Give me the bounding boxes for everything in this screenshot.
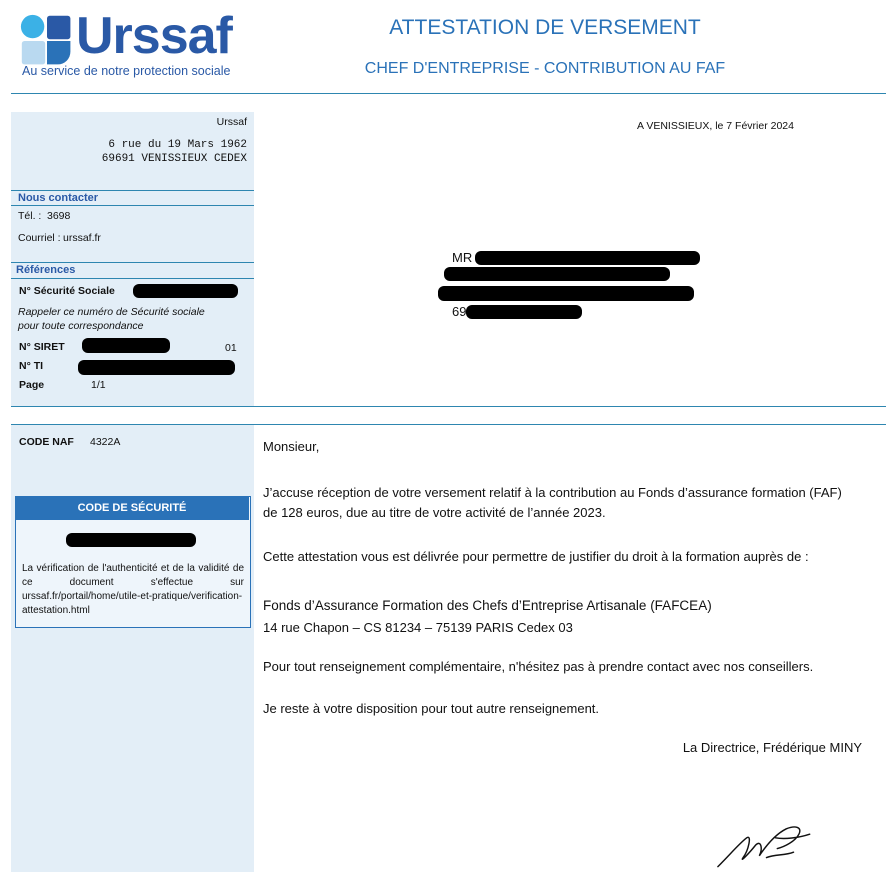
letter-para1-line1: J’accuse réception de votre versement relatif à la contribution au Fonds d’assurance formation (FAF) <box>263 485 842 500</box>
recipient-line3-redaction <box>438 286 694 301</box>
naf-label: CODE NAF <box>19 436 74 448</box>
letter-signoff: La Directrice, Frédérique MINY <box>682 740 862 755</box>
letter-para2: Cette attestation vous est délivrée pour permettre de justifier du droit à la formation auprès de : <box>263 549 809 564</box>
contact-phone: 3698 <box>47 210 71 222</box>
header-rule <box>11 93 886 94</box>
letter-para3: Pour tout renseignement complémentaire, n'hésitez pas à prendre contact avec nos conseillers. <box>263 659 814 674</box>
place-date: A VENISSIEUX, le 7 Février 2024 <box>637 120 794 132</box>
siret-redaction <box>82 338 170 353</box>
recipient-city-redaction <box>466 305 582 319</box>
sender-address-line2: 69691 VENISSIEUX CEDEX <box>101 153 247 165</box>
letter-greeting: Monsieur, <box>263 439 320 454</box>
naf-value: 4322A <box>90 436 121 448</box>
contact-rule-top <box>11 190 254 191</box>
ti-redaction <box>78 360 235 375</box>
left-column-panel <box>11 425 254 872</box>
ss-redaction <box>133 284 238 298</box>
security-code-redaction <box>66 533 196 547</box>
siret-label: N° SIRET <box>19 341 65 353</box>
security-code-heading: CODE DE SÉCURITÉ <box>15 496 249 520</box>
urssaf-logo-icon <box>20 14 74 68</box>
recipient-line2-redaction <box>444 267 670 281</box>
recipient-prefix: MR <box>452 250 473 265</box>
contact-heading: Nous contacter <box>18 192 99 204</box>
references-heading: Références <box>16 264 76 276</box>
page-label: Page <box>19 379 45 391</box>
logo-wordmark: Urssaf <box>76 7 232 65</box>
ss-note-line2: pour toute correspondance <box>18 320 144 332</box>
sender-address-line1: 6 rue du 19 Mars 1962 <box>108 139 247 151</box>
security-code-text: La vérification de l'authenticité et de la validité de ce document s'effectue sur urssaf.fr/portail/home/utile-et-pratique/verification-attestation.html <box>22 563 244 616</box>
references-rule-top <box>11 262 254 263</box>
contact-rule-bottom <box>11 205 254 206</box>
document-title: ATTESTATION DE VERSEMENT <box>389 16 701 39</box>
ss-label: N° Sécurité Sociale <box>19 285 115 297</box>
letter-org-name: Fonds d’Assurance Formation des Chefs d’Entreprise Artisanale (FAFCEA) <box>263 598 712 613</box>
siret-suffix: 01 <box>225 342 237 354</box>
sender-name: Urssaf <box>216 116 247 128</box>
mid-rule-bottom <box>11 424 886 425</box>
recipient-zip-prefix: 69 <box>452 304 467 319</box>
contact-mail-label: Courriel : <box>18 232 61 244</box>
ti-label: N° TI <box>19 360 44 372</box>
ss-note-line1: Rappeler ce numéro de Sécurité sociale <box>18 306 205 318</box>
mid-rule-top <box>11 406 886 407</box>
contact-mail[interactable]: urssaf.fr <box>63 232 101 244</box>
logo-tagline: Au service de notre protection sociale <box>22 64 231 78</box>
page-value: 1/1 <box>91 379 106 391</box>
recipient-name-redaction <box>475 251 700 265</box>
references-rule-bottom <box>11 278 254 279</box>
document-subtitle: CHEF D'ENTREPRISE - CONTRIBUTION AU FAF <box>364 60 726 77</box>
signature-icon <box>706 818 836 872</box>
letter-org-address: 14 rue Chapon – CS 81234 – 75139 PARIS Cedex 03 <box>263 620 573 635</box>
contact-phone-label: Tél. : <box>18 210 42 222</box>
letter-para1-line2: de 128 euros, due au titre de votre activité de l’année 2023. <box>263 505 606 520</box>
letter-para4: Je reste à votre disposition pour tout autre renseignement. <box>263 701 600 716</box>
